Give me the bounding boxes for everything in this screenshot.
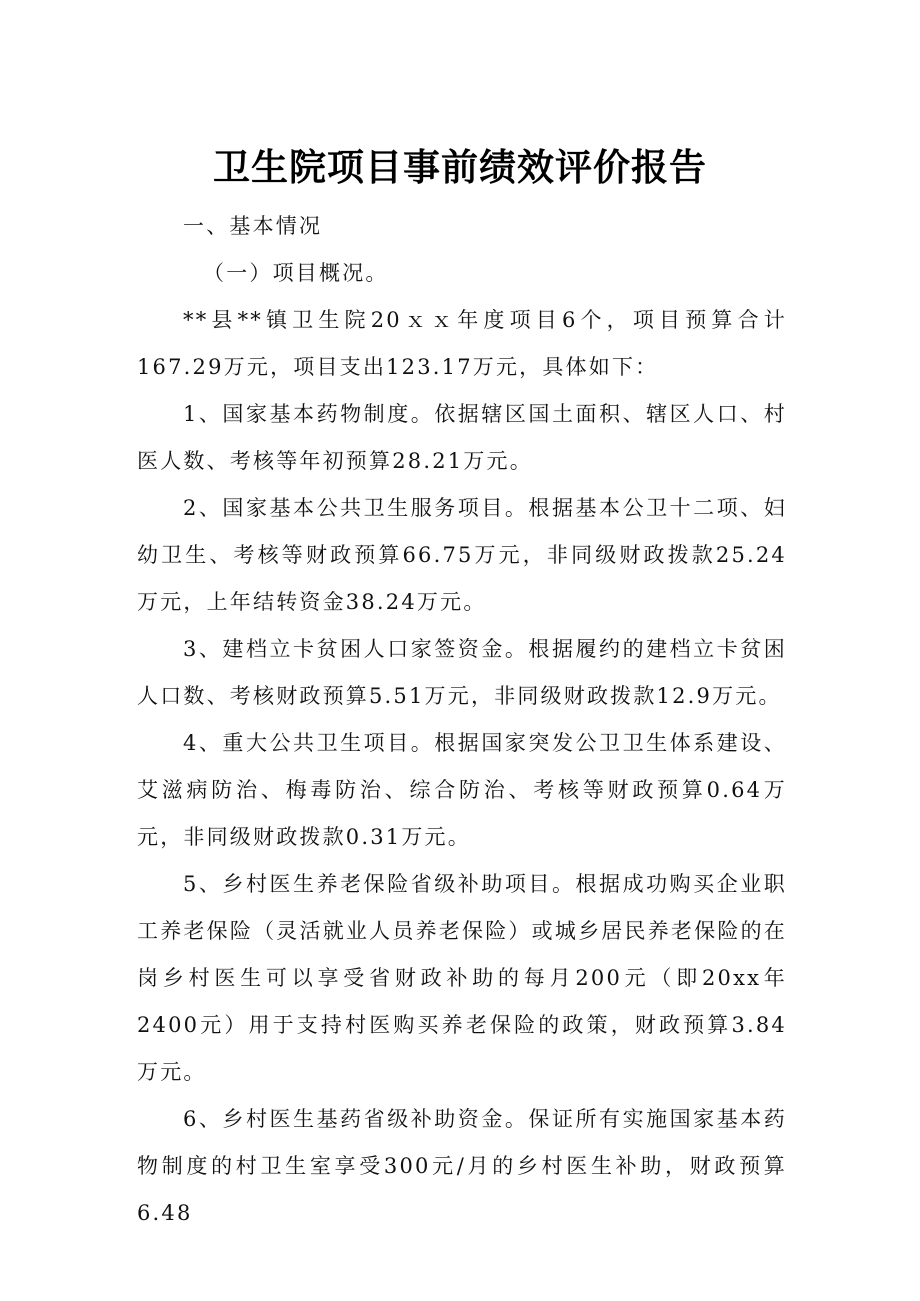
paragraph-item-4: 4、重大公共卫生项目。根据国家突发公卫卫生体系建设、艾滋病防治、梅毒防治、综合防治、考核等财政预算0.64万元，非同级财政拨款0.31万元。 [137,731,787,849]
paragraph-item-6: 6、乡村医生基药省级补助资金。保证所有实施国家基本药物制度的村卫生室享受300元/月的乡村医生补助，财政预算6.48 [137,1107,787,1225]
section-heading: 一、基本情况 [183,214,323,238]
subsection-heading: （一）项目概况。 [203,261,389,285]
document-body [137,203,787,1237]
paragraph-item-5: 5、乡村医生养老保险省级补助项目。根据成功购买企业职工养老保险（灵活就业人员养老保险）或城乡居民养老保险的在岗乡村医生可以享受省财政补助的每月200元（即20xx年2400元）用于支持村医购买养老保险的政策，财政预算3.84万元。 [137,872,787,1084]
paragraph-item-2: 2、国家基本公共卫生服务项目。根据基本公卫十二项、妇幼卫生、考核等财政预算66.75万元，非同级财政拨款25.24万元，上年结转资金38.24万元。 [137,496,787,614]
paragraph-item-1: 1、国家基本药物制度。依据辖区国土面积、辖区人口、村医人数、考核等年初预算28.21万元。 [137,402,787,473]
paragraph-item-3: 3、建档立卡贫困人口家签资金。根据履约的建档立卡贫困人口数、考核财政预算5.51万元，非同级财政拨款12.9万元。 [137,637,787,708]
document-title: 卫生院项目事前绩效评价报告 [213,146,707,189]
paragraph-overview: **县**镇卫生院20ｘｘ年度项目6个，项目预算合计167.29万元，项目支出123.17万元，具体如下： [137,308,787,379]
